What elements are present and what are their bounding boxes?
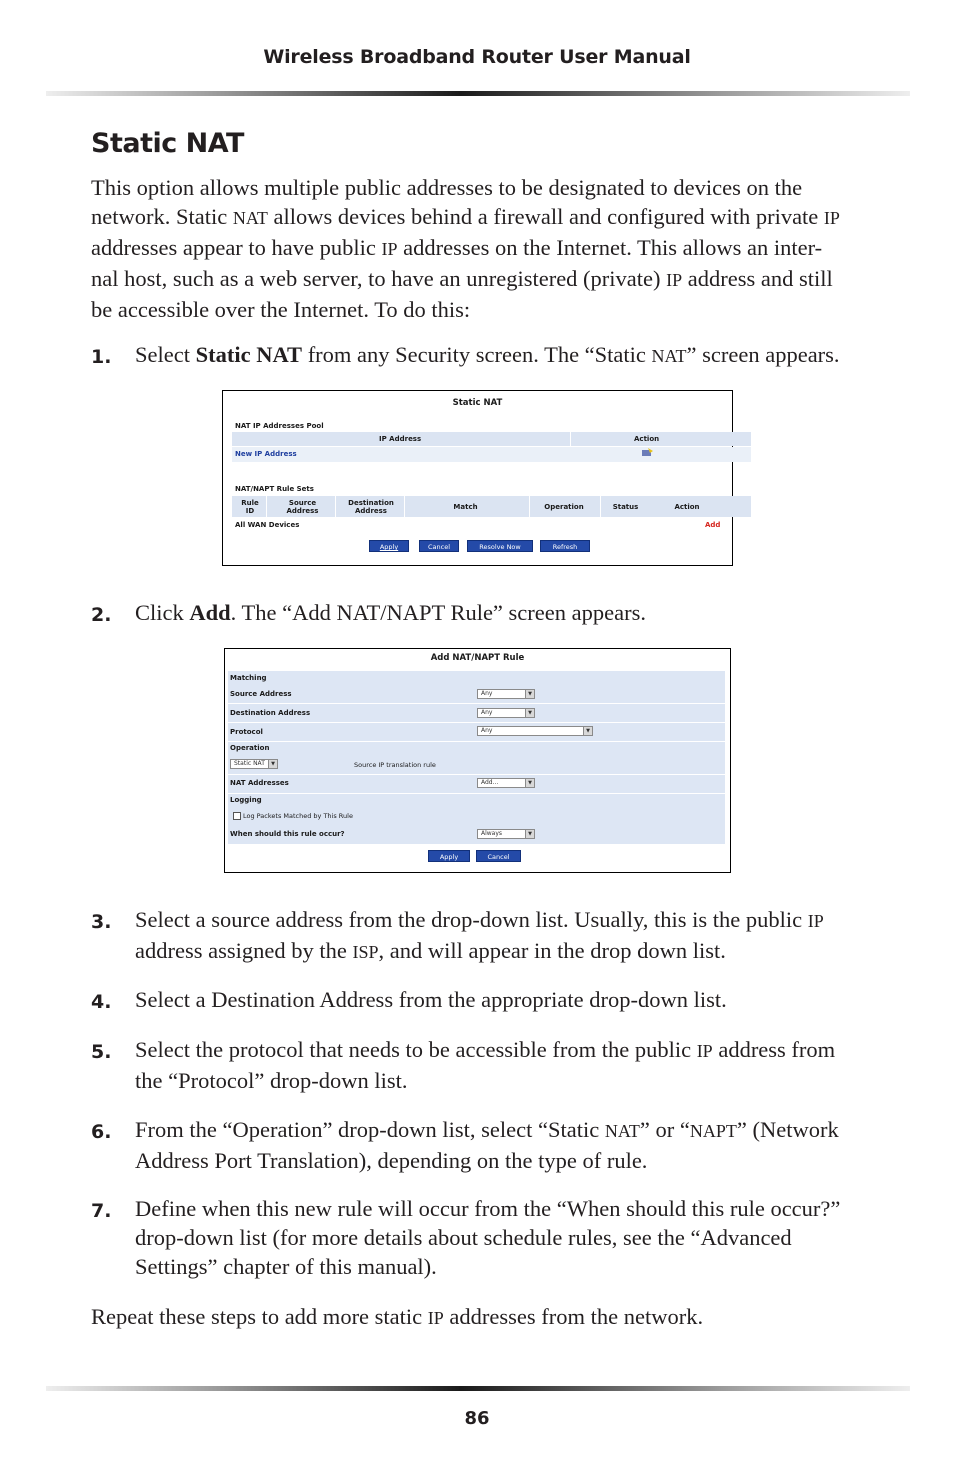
operation-description: Source IP translation rule bbox=[354, 761, 436, 769]
pool-label: NAT IP Addresses Pool bbox=[235, 422, 324, 430]
log-packets-checkbox[interactable] bbox=[233, 812, 241, 820]
chevron-down-icon: ▼ bbox=[525, 690, 534, 698]
column-separator bbox=[529, 496, 530, 517]
chevron-down-icon: ▼ bbox=[525, 830, 534, 838]
operation-section bbox=[228, 742, 725, 774]
intro-line: This option allows multiple public addresses to be designated to devices on the bbox=[91, 175, 803, 200]
intro-line: nal host, such as a web server, to have an unregistered (private) IP address and still bbox=[91, 266, 833, 291]
matching-label: Matching bbox=[230, 674, 267, 682]
protocol-label: Protocol bbox=[230, 728, 263, 736]
col-ip-address: IP Address bbox=[379, 435, 422, 443]
refresh-button[interactable]: Refresh bbox=[540, 540, 590, 552]
add-link[interactable]: Add bbox=[705, 521, 721, 529]
source-address-select[interactable]: Any ▼ bbox=[477, 689, 535, 699]
intro-paragraph bbox=[91, 173, 863, 324]
step-number: 7. bbox=[91, 1200, 112, 1222]
col-operation: Operation bbox=[544, 503, 584, 511]
closing-paragraph: Repeat these steps to add more static IP addresses from the network. bbox=[91, 1304, 704, 1329]
schedule-select[interactable]: Always ▼ bbox=[477, 829, 535, 839]
pool-row bbox=[232, 447, 751, 462]
step-number: 5. bbox=[91, 1041, 112, 1063]
pool-header-row bbox=[232, 432, 751, 446]
rule-sets-label: NAT/NAPT Rule Sets bbox=[235, 485, 314, 493]
step-number: 6. bbox=[91, 1121, 112, 1143]
apply-button[interactable]: Apply bbox=[428, 850, 470, 862]
operation-label: Operation bbox=[230, 744, 270, 752]
col-rule-id: Rule ID bbox=[241, 499, 259, 515]
header-divider bbox=[46, 91, 910, 96]
step-text: From the “Operation” drop-down list, select “Static NAT” or “NAPT” (Network Address Port Translation), depending on the type of rule. bbox=[135, 1117, 839, 1173]
column-separator bbox=[335, 496, 336, 517]
add-icon[interactable] bbox=[642, 448, 653, 457]
chevron-down-icon: ▼ bbox=[268, 760, 277, 768]
step-text: Define when this new rule will occur from the “When should this rule occur?” drop-down list (for more details about schedule rules, see the “Advanced Settings” chapter of this manual). bbox=[135, 1196, 841, 1279]
static-nat-screenshot bbox=[222, 390, 733, 566]
column-separator bbox=[404, 496, 405, 517]
column-separator bbox=[266, 496, 267, 517]
screen-title: Add NAT/NAPT Rule bbox=[430, 653, 525, 663]
resolve-now-button[interactable]: Resolve Now bbox=[467, 540, 533, 552]
add-nat-napt-rule-screenshot bbox=[224, 648, 731, 873]
screen-title: Static NAT bbox=[452, 398, 503, 408]
column-separator bbox=[600, 496, 601, 517]
intro-line: addresses appear to have public IP addresses on the Internet. This allows an inter- bbox=[91, 235, 823, 260]
intro-line: be accessible over the Internet. To do this: bbox=[91, 297, 471, 322]
running-header: Wireless Broadband Router User Manual bbox=[263, 46, 691, 68]
when-label: When should this rule occur? bbox=[230, 830, 345, 838]
col-action: Action bbox=[634, 435, 660, 443]
new-ip-address-link[interactable]: New IP Address bbox=[235, 450, 297, 458]
cancel-button[interactable]: Cancel bbox=[419, 540, 459, 552]
col-match: Match bbox=[453, 503, 478, 511]
step-text: Click Add. The “Add NAT/NAPT Rule” screen appears. bbox=[135, 600, 646, 625]
step-text: Select the protocol that needs to be accessible from the public IP address from the “Protocol” drop-down list. bbox=[135, 1037, 836, 1093]
nat-addresses-select[interactable]: Add... ▼ bbox=[477, 778, 535, 788]
step-number: 3. bbox=[91, 911, 112, 933]
protocol-select[interactable]: Any ▼ bbox=[477, 726, 593, 736]
intro-line: network. Static NAT allows devices behind a firewall and configured with private IP bbox=[91, 204, 840, 229]
operation-select[interactable]: Static NAT ▼ bbox=[230, 759, 278, 769]
step-text: Select a Destination Address from the appropriate drop-down list. bbox=[135, 987, 727, 1012]
cancel-button[interactable]: Cancel bbox=[476, 850, 521, 862]
step-number: 1. bbox=[91, 346, 112, 368]
chevron-down-icon: ▼ bbox=[525, 709, 534, 717]
destination-address-select[interactable]: Any ▼ bbox=[477, 708, 535, 718]
col-status: Status bbox=[612, 503, 639, 511]
logging-label: Logging bbox=[230, 796, 262, 804]
log-packets-label: Log Packets Matched by This Rule bbox=[243, 812, 353, 820]
col-destination-address: Destination Address bbox=[348, 499, 394, 515]
footer-divider bbox=[46, 1386, 910, 1391]
col-source-address: Source Address bbox=[286, 499, 319, 515]
all-wan-devices-label: All WAN Devices bbox=[235, 521, 300, 529]
page-number: 86 bbox=[464, 1408, 490, 1429]
step-text: Select Static NAT from any Security screen. The “Static NAT” screen appears. bbox=[135, 342, 840, 367]
chevron-down-icon: ▼ bbox=[525, 779, 534, 787]
step-text: Select a source address from the drop-down list. Usually, this is the public IP address assigned by the ISP, and will appear in the drop down list. bbox=[135, 907, 824, 963]
source-address-label: Source Address bbox=[230, 690, 292, 698]
chevron-down-icon: ▼ bbox=[583, 727, 592, 735]
apply-button[interactable]: Apply bbox=[369, 540, 409, 552]
nat-addresses-label: NAT Addresses bbox=[230, 779, 289, 787]
step-number: 2. bbox=[91, 604, 112, 626]
destination-address-label: Destination Address bbox=[230, 709, 311, 717]
col-action: Action bbox=[674, 503, 700, 511]
section-title: Static NAT bbox=[91, 128, 244, 159]
step-number: 4. bbox=[91, 991, 112, 1013]
